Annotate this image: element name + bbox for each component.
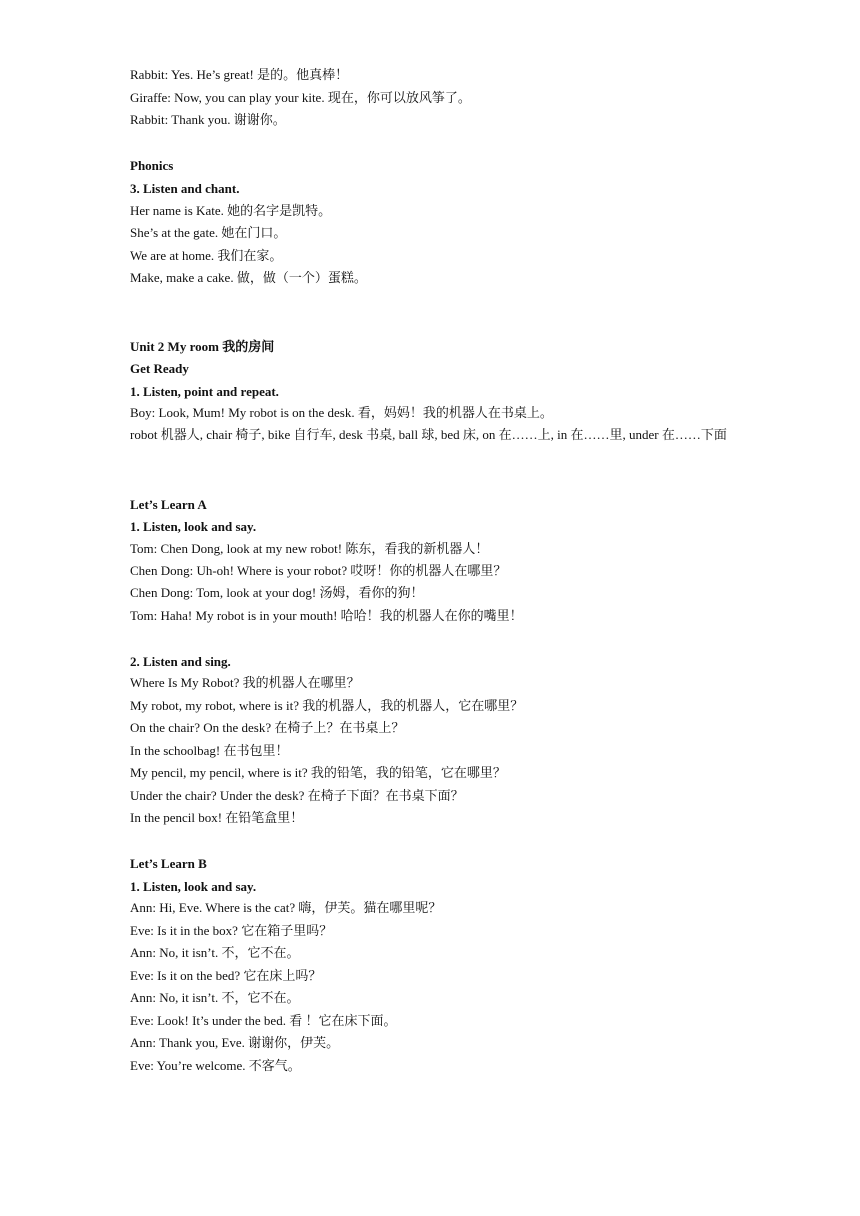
text-line: Chen Dong: Tom, look at your dog! 汤姆，看你的狗！ [130,585,424,600]
text-line: Giraffe: Now, you can play your kite. 现在，你可以放风筝了。 [130,90,471,105]
section-heading-get-ready: Get Ready [130,361,189,376]
text-line: Under the chair? Under the desk? 在椅子下面？在书桌下面？ [130,788,464,803]
text-line: Make, make a cake. 做，做（一个）蛋糕。 [130,270,367,285]
text-line: Ann: Hi, Eve. Where is the cat? 嗨，伊芙。猫在哪里呢？ [130,900,442,915]
text-line: Her name is Kate. 她的名字是凯特。 [130,203,332,218]
section-heading-phonics: Phonics [130,158,174,173]
exercise-heading: 1. Listen, look and say. [130,879,257,894]
exercise-heading: 3. Listen and chant. [130,181,240,196]
text-line: Eve: Is it on the bed? 它在床上吗？ [130,968,322,983]
text-line: My robot, my robot, where is it? 我的机器人，我的机器人，它在哪里？ [130,698,524,713]
exercise-heading: 1. Listen, point and repeat. [130,384,279,399]
text-line: Ann: No, it isn’t. 不，它不在。 [130,945,300,960]
section-heading-learn-b: Let’s Learn B [130,856,207,871]
exercise-heading: 2. Listen and sing. [130,654,231,669]
text-line: My pencil, my pencil, where is it? 我的铅笔，我的铅笔，它在哪里？ [130,765,506,780]
text-line: In the schoolbag! 在书包里！ [130,743,289,758]
text-line: She’s at the gate. 她在门口。 [130,225,287,240]
text-line: Chen Dong: Uh-oh! Where is your robot? 哎呀！你的机器人在哪里？ [130,563,507,578]
unit-title: Unit 2 My room 我的房间 [130,339,275,354]
text-line: Ann: Thank you, Eve. 谢谢你，伊芙。 [130,1035,340,1050]
text-line: Eve: Look! It’s under the bed. 看 ！它在床下面。 [130,1013,397,1028]
text-line: Eve: You’re welcome. 不客气。 [130,1058,301,1073]
text-line: Rabbit: Thank you. 谢谢你。 [130,112,286,127]
text-line: In the pencil box! 在铅笔盒里！ [130,810,304,825]
text-line: Boy: Look, Mum! My robot is on the desk. 看，妈妈！我的机器人在书桌上。 [130,405,553,420]
text-line: Tom: Haha! My robot is in your mouth! 哈哈！我的机器人在你的嘴里！ [130,608,523,623]
exercise-heading: 1. Listen, look and say. [130,519,257,534]
text-line: Ann: No, it isn’t. 不，它不在。 [130,990,300,1005]
vocabulary-line: robot 机器人, chair 椅子, bike 自行车, desk 书桌, ball 球, bed 床, on 在……上, in 在……里, under 在……下面 [130,427,727,442]
text-line: Rabbit: Yes. He’s great! 是的。他真棒！ [130,67,349,82]
text-line: We are at home. 我们在家。 [130,248,283,263]
text-line: Tom: Chen Dong, look at my new robot! 陈东，看我的新机器人！ [130,541,489,556]
text-line: On the chair? On the desk? 在椅子上？在书桌上？ [130,720,405,735]
text-line: Eve: Is it in the box? 它在箱子里吗？ [130,923,333,938]
song-title: Where Is My Robot? 我的机器人在哪里？ [130,675,360,690]
section-heading-learn-a: Let’s Learn A [130,497,207,512]
